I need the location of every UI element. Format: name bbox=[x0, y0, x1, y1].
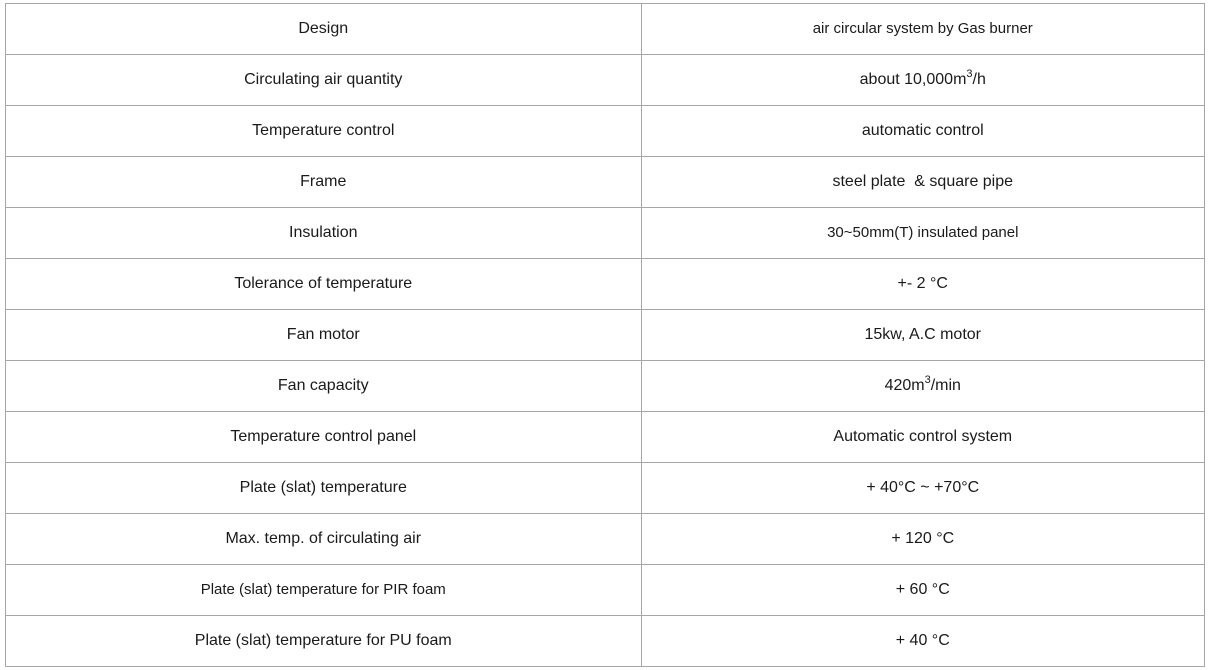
table-row bbox=[6, 4, 1205, 55]
table-row bbox=[6, 463, 1205, 514]
value-cell: steel plate & square pipe bbox=[641, 157, 1204, 208]
table-row bbox=[6, 157, 1205, 208]
parameter-cell: Max. temp. of circulating air bbox=[6, 514, 642, 565]
value-superscript: 3 bbox=[924, 374, 931, 387]
value-cell bbox=[641, 361, 1204, 412]
value-cell: Automatic control system bbox=[641, 412, 1204, 463]
value-cell: 30~50mm(T) insulated panel bbox=[641, 208, 1204, 259]
value-cell: automatic control bbox=[641, 106, 1204, 157]
value-text: 420m bbox=[884, 377, 925, 395]
parameter-cell: Frame bbox=[6, 157, 642, 208]
parameter-cell: Fan capacity bbox=[6, 361, 642, 412]
value-cell: + 120 °C bbox=[641, 514, 1204, 565]
value-superscript: 3 bbox=[966, 68, 973, 81]
value-cell: + 60 °C bbox=[641, 565, 1204, 616]
parameter-cell: Circulating air quantity bbox=[6, 55, 642, 106]
table-row bbox=[6, 310, 1205, 361]
value-cell: +- 2 °C bbox=[641, 259, 1204, 310]
value-unit: /h bbox=[972, 71, 986, 89]
parameter-cell: Tolerance of temperature bbox=[6, 259, 642, 310]
parameter-cell: Plate (slat) temperature bbox=[6, 463, 642, 514]
value-text: about 10,000m bbox=[859, 71, 967, 89]
table-row bbox=[6, 616, 1205, 667]
value-cell: 15kw, A.C motor bbox=[641, 310, 1204, 361]
value-cell bbox=[641, 55, 1204, 106]
specification-table bbox=[5, 3, 1205, 667]
value-cell: air circular system by Gas burner bbox=[641, 4, 1204, 55]
table-row bbox=[6, 361, 1205, 412]
parameter-cell: Plate (slat) temperature for PIR foam bbox=[6, 565, 642, 616]
parameter-cell: Plate (slat) temperature for PU foam bbox=[6, 616, 642, 667]
parameter-cell: Insulation bbox=[6, 208, 642, 259]
value-unit: /min bbox=[930, 377, 961, 395]
table-row bbox=[6, 565, 1205, 616]
value-cell: + 40°C ~ +70°C bbox=[641, 463, 1204, 514]
parameter-cell: Fan motor bbox=[6, 310, 642, 361]
table-row bbox=[6, 514, 1205, 565]
parameter-cell: Temperature control panel bbox=[6, 412, 642, 463]
parameter-cell: Temperature control bbox=[6, 106, 642, 157]
parameter-cell: Design bbox=[6, 4, 642, 55]
table-row bbox=[6, 208, 1205, 259]
table-row bbox=[6, 259, 1205, 310]
table-row bbox=[6, 106, 1205, 157]
table-row bbox=[6, 55, 1205, 106]
table-row bbox=[6, 412, 1205, 463]
value-cell: + 40 °C bbox=[641, 616, 1204, 667]
